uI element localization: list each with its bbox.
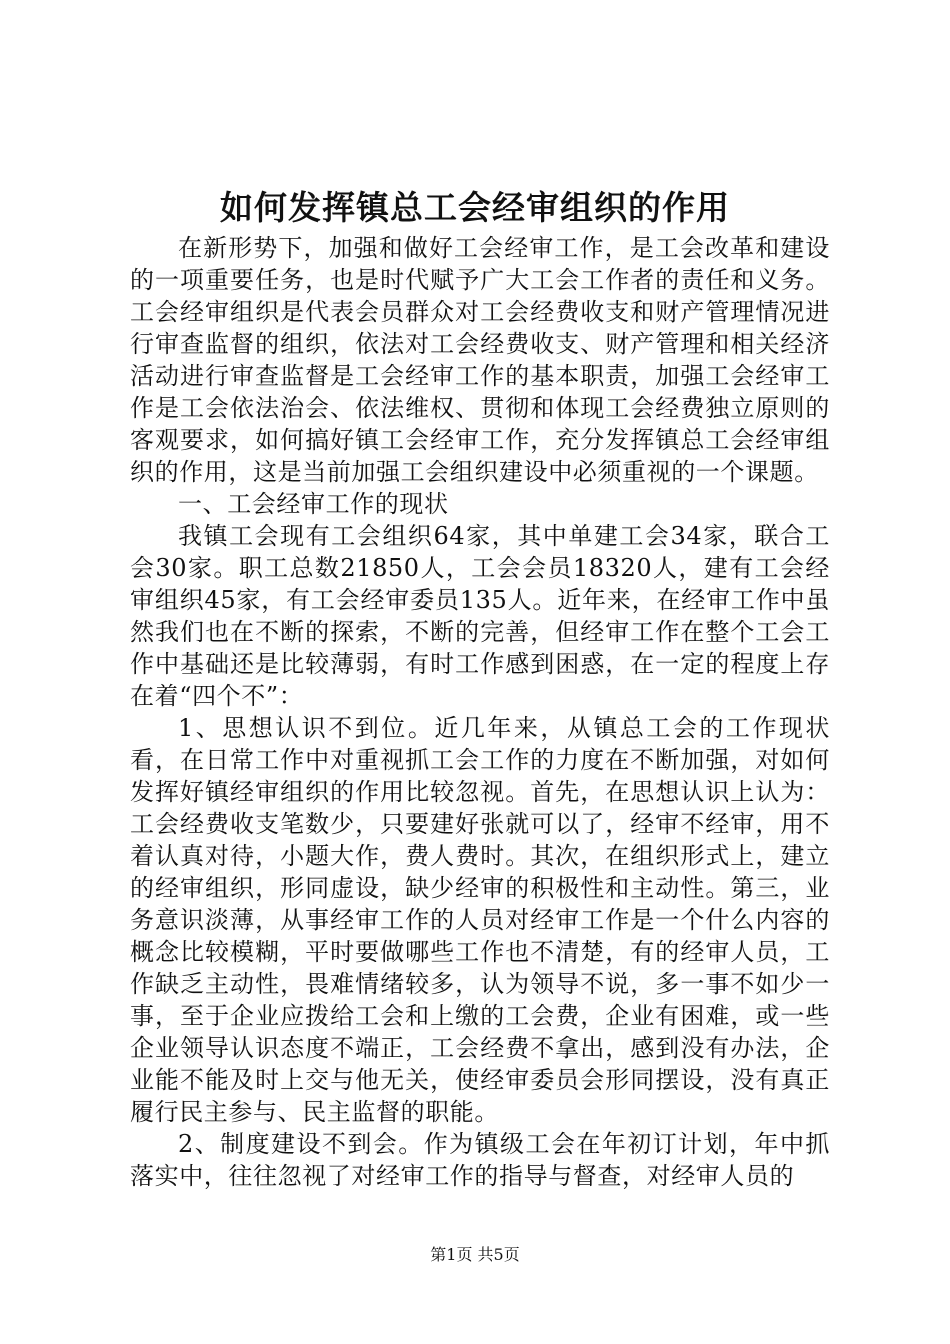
paragraph-point-2: 2、制度建设不到会。作为镇级工会在年初订计划，年中抓落实中，往往忽视了对经审工作的指导与督查，对经审人员的	[130, 1130, 830, 1190]
document-body	[130, 232, 830, 1192]
document-title: 如何发挥镇总工会经审组织的作用	[220, 188, 730, 227]
section-heading: 一、工会经审工作的现状	[178, 490, 449, 518]
page-footer: 第1页 共5页	[430, 1245, 520, 1264]
paragraph-point-1: 1、思想认识不到位。近几年来，从镇总工会的工作现状看，在日常工作中对重视抓工会工作的力度在不断加强，对如何发挥好镇经审组织的作用比较忽视。首先，在思想认识上认为：工会经费收支笔数少，只要建好张就可以了，经审不经审，用不着认真对待，小题大作，费人费时。其次，在组织形式上，建立的经审组织，形同虚设，缺少经审的积极性和主动性。第三，业务意识淡薄，从事经审工作的人员对经审工作是一个什么内容的概念比较模糊，平时要做哪些工作也不清楚，有的经审人员，工作缺乏主动性，畏难情绪较多，认为领导不说，多一事不如少一事，至于企业应拨给工会和上缴的工会费，企业有困难，或一些企业领导认识态度不端正，工会经费不拿出，感到没有办法，企业能不能及时上交与他无关，使经审委员会形同摆设，没有真正履行民主参与、民主监督的职能。	[130, 714, 830, 1126]
paragraph-status: 我镇工会现有工会组织64家，其中单建工会34家，联合工会30家。职工总数21850人，工会会员18320人，建有工会经审组织45家，有工会经审委员135人。近年来，在经审工作中虽然我们也在不断的探索，不断的完善，但经审工作在整个工会工作中基础还是比较薄弱，有时工作感到困惑，在一定的程度上存在着“四个不”：	[130, 522, 830, 710]
paragraph-intro: 在新形势下，加强和做好工会经审工作，是工会改革和建设的一项重要任务，也是时代赋予广大工会工作者的责任和义务。工会经审组织是代表会员群众对工会经费收支和财产管理情况进行审查监督的组织，依法对工会经费收支、财产管理和相关经济活动进行审查监督是工会经审工作的基本职责，加强工会经审工作是工会依法治会、依法维权、贯彻和体现工会经费独立原则的客观要求，如何搞好镇工会经审工作，充分发挥镇总工会经审组织的作用，这是当前加强工会组织建设中必须重视的一个课题。	[130, 234, 830, 486]
